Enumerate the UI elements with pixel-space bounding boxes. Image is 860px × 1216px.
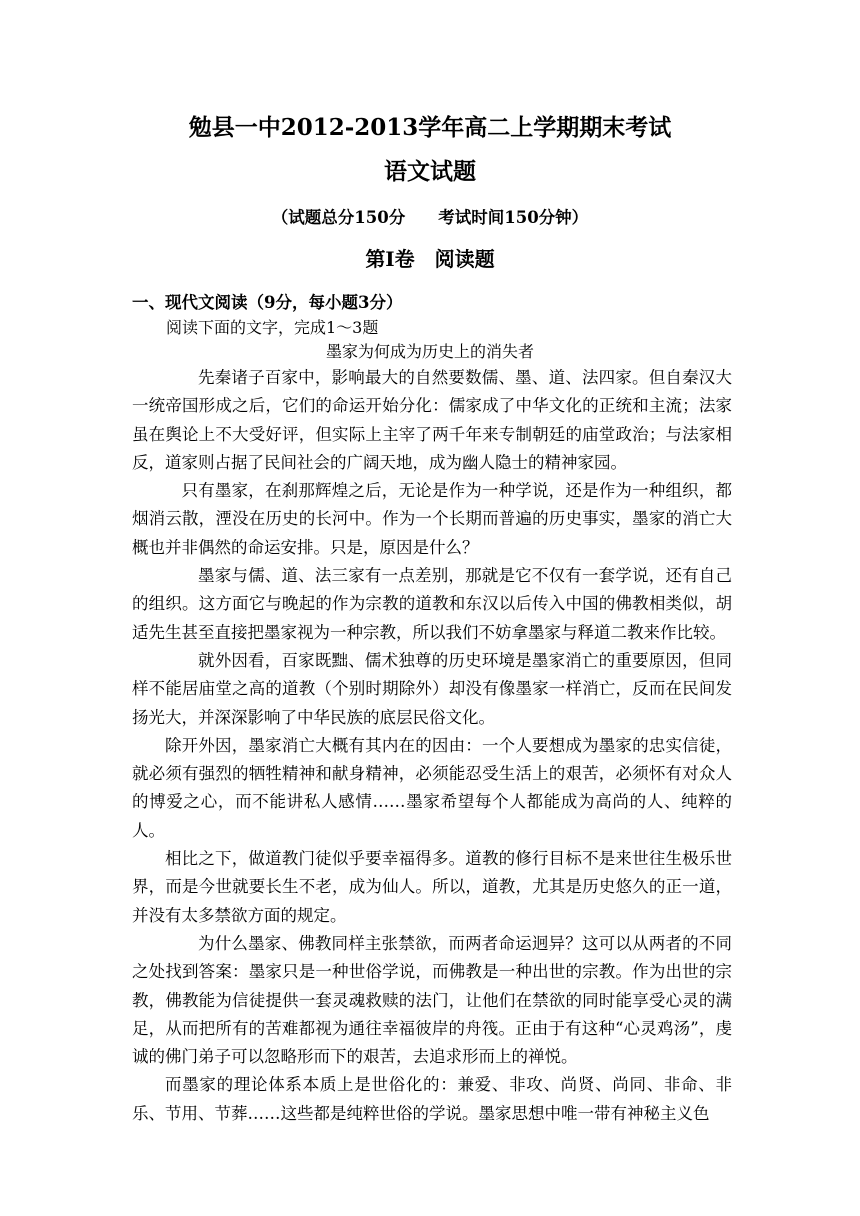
- section-instruction: 阅读下面的文字，完成1～3题: [166, 318, 379, 337]
- article-body: [132, 364, 732, 1128]
- section-heading: 一、现代文阅读（9分，每小题3分）: [132, 293, 403, 312]
- article-paragraph: 墨家与儒、道、法三家有一点差别，那就是它不仅有一套学说，还有自己的组织。这方面它与晚起的作为宗教的道教和东汉以后传入中国的佛教相类似，胡适先生甚至直接把墨家视为一种宗教，所以我们不妨拿墨家与释道二教来作比较。: [132, 566, 732, 642]
- article-paragraph: 而墨家的理论体系本质上是世俗化的：兼爱、非攻、尚贤、尚同、非命、非乐、节用、节葬……这些都是纯粹世俗的学说。墨家思想中唯一带有神秘主义色: [132, 1075, 732, 1123]
- article-paragraph: 除开外因，墨家消亡大概有其内在的因由：一个人要想成为墨家的忠实信徒，就必须有强烈的牺牲精神和献身精神，必须能忍受生活上的艰苦，必须怀有对众人的博爱之心，而不能讲私人感情……墨家希望每个人都能成为高尚的人、纯粹的人。: [132, 735, 732, 840]
- article-paragraph: 相比之下，做道教门徒似乎要幸福得多。道教的修行目标不是来世往生极乐世界，而是今世就要长生不老，成为仙人。所以，道教，尤其是历史悠久的正一道，并没有太多禁欲方面的规定。: [132, 849, 732, 925]
- article-title: 墨家为何成为历史上的消失者: [325, 342, 534, 361]
- exam-info: （试题总分150分 考试时间150分钟）: [271, 208, 589, 227]
- exam-subtitle: 语文试题: [384, 158, 476, 185]
- exam-title: 勉县一中2012-2013学年高二上学期期末考试: [188, 114, 672, 141]
- article-paragraph: 为什么墨家、佛教同样主张禁欲，而两者命运迥异？这可以从两者的不同之处找到答案：墨家只是一种世俗学说，而佛教是一种出世的宗教。作为出世的宗教，佛教能为信徒提供一套灵魂救赎的法门，让他们在禁欲的同时能享受心灵的满足，从而把所有的苦难都视为通往幸福彼岸的舟筏。正由于有这种“心灵鸡汤”，虔诚的佛门弟子可以忽略形而下的艰苦，去追求形而上的禅悦。: [132, 933, 732, 1067]
- article-paragraph: 先秦诸子百家中，影响最大的自然要数儒、墨、道、法四家。但自秦汉大一统帝国形成之后，它们的命运开始分化：儒家成了中华文化的正统和主流；法家虽在舆论上不大受好评，但实际上主宰了两千年来专制朝廷的庙堂政治；与法家相反，道家则占据了民间社会的广阔天地，成为幽人隐士的精神家园。: [132, 368, 732, 472]
- article-paragraph: 就外因看，百家既黜、儒术独尊的历史环境是墨家消亡的重要原因，但同样不能居庙堂之高的道教（个别时期除外）却没有像墨家一样消亡，反而在民间发扬光大，并深深影响了中华民族的底层民俗文化。: [132, 650, 732, 727]
- volume-title: 第Ⅰ卷 阅读题: [365, 247, 495, 271]
- article-paragraph: 只有墨家，在刹那辉煌之后，无论是作为一种学说，还是作为一种组织，都烟消云散，湮没在历史的长河中。作为一个长期而普遍的历史事实，墨家的消亡大概也并非偶然的命运安排。只是，原因是什么？: [132, 481, 732, 557]
